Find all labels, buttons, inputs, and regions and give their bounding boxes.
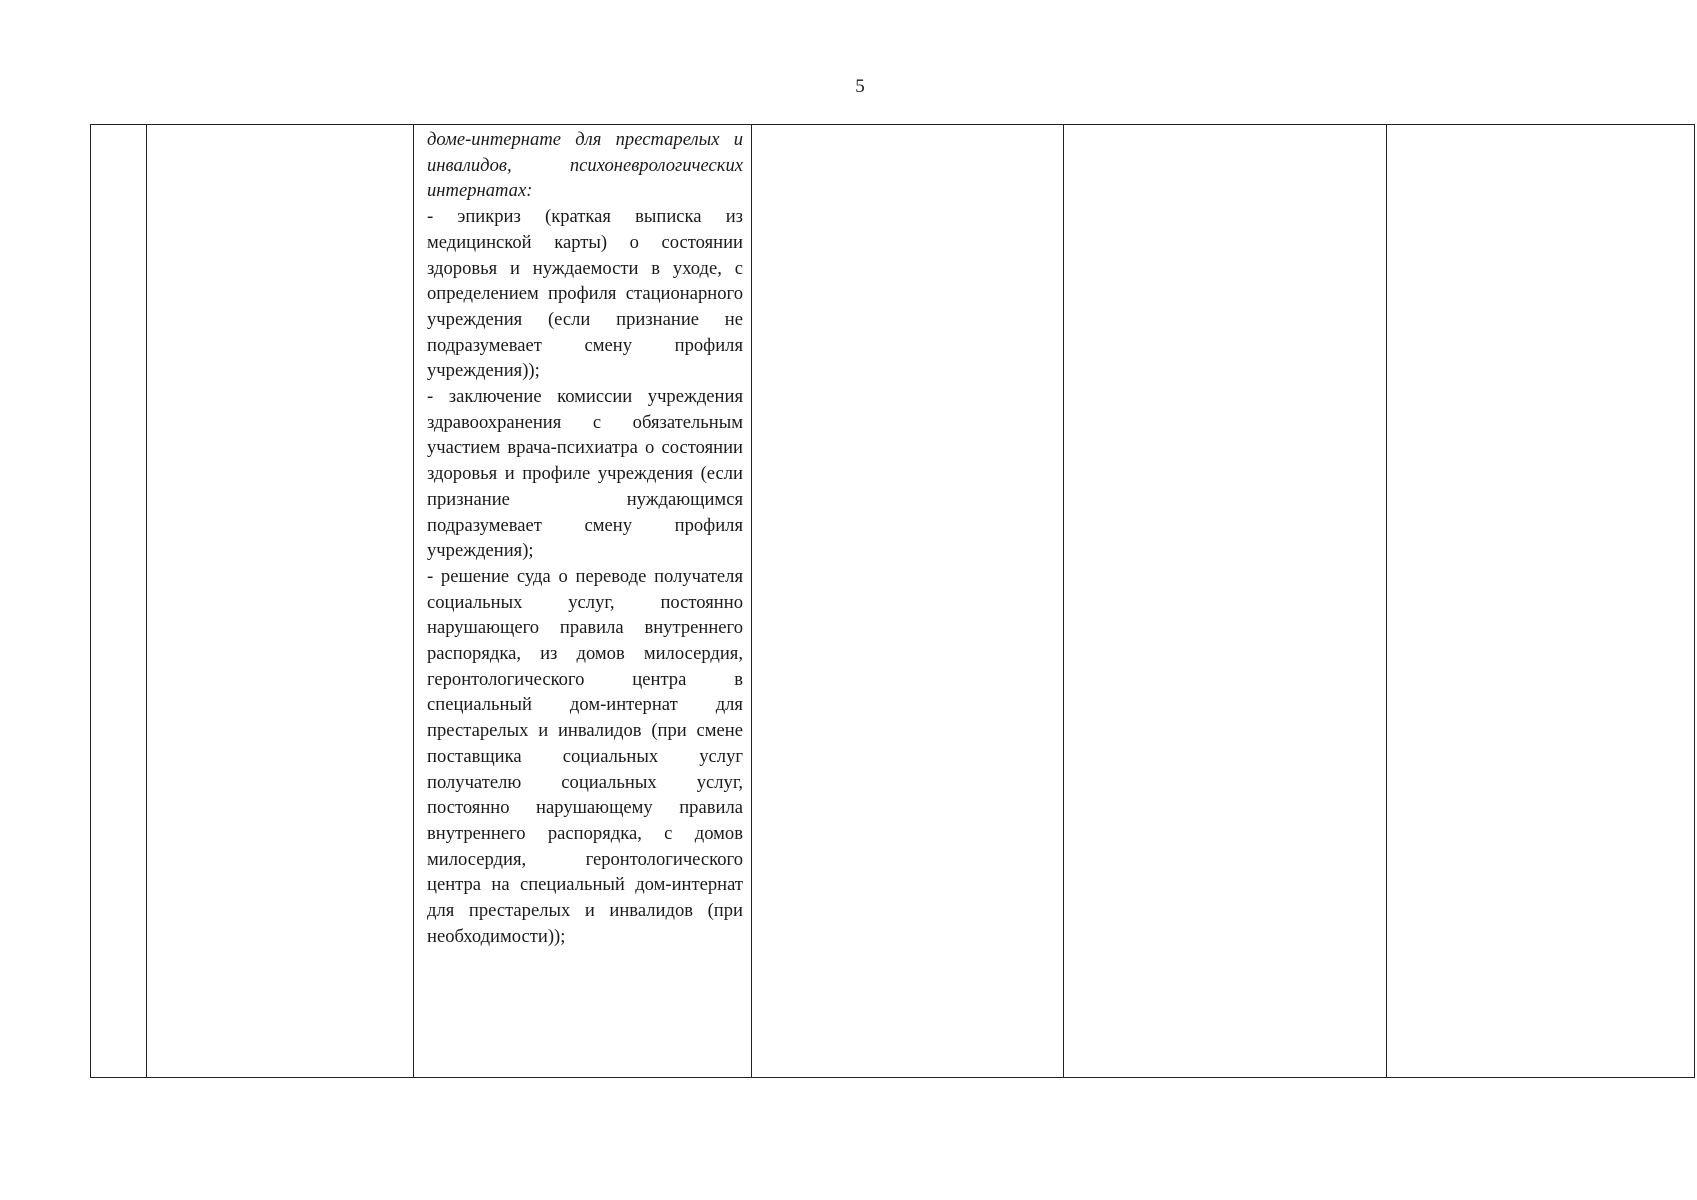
table-cell-col4 [752, 125, 1064, 1078]
table-cell-service [147, 125, 414, 1078]
documents-item-commission: - заключение комиссии учреждения здравоохранения с обязательным участием врача-психиатра о состоянии здоровья и профиле учреждения (если признание нуждающимся подразумевает смену профиля учреждения); [427, 386, 743, 562]
table-cell-number [91, 125, 147, 1078]
table-cell-col5 [1064, 125, 1387, 1078]
document-table [90, 124, 1695, 1078]
documents-text [414, 125, 751, 950]
documents-item-court-decision: - решение суда о переводе получателя социальных услуг, постоянно нарушающего правила внутреннего распорядка, из домов милосердия, геронтологического центра в специальный дом-интернат для престарелых и инвалидов (при смене поставщика социальных услуг получателю социальных услуг, постоянно нарушающему правила внутреннего распорядка, с домов милосердия, геронтологического центра на специальный дом-интернат для престарелых и инвалидов (при необходимости)); [427, 565, 743, 947]
table-cell-col6 [1387, 125, 1695, 1078]
documents-intro: доме-интернате для престарелых и инвалидов, психоневрологических интернатах: [427, 129, 743, 202]
table-row [91, 125, 1695, 1078]
documents-item-epicrisis: - эпикриз (краткая выписка из медицинской карты) о состоянии здоровья и нуждаемости в уходе, с определением профиля стационарного учреждения (если признание не подразумевает смену профиля учреждения)); [427, 206, 743, 382]
page-number: 5 [855, 76, 865, 97]
table-cell-documents [414, 125, 752, 1078]
